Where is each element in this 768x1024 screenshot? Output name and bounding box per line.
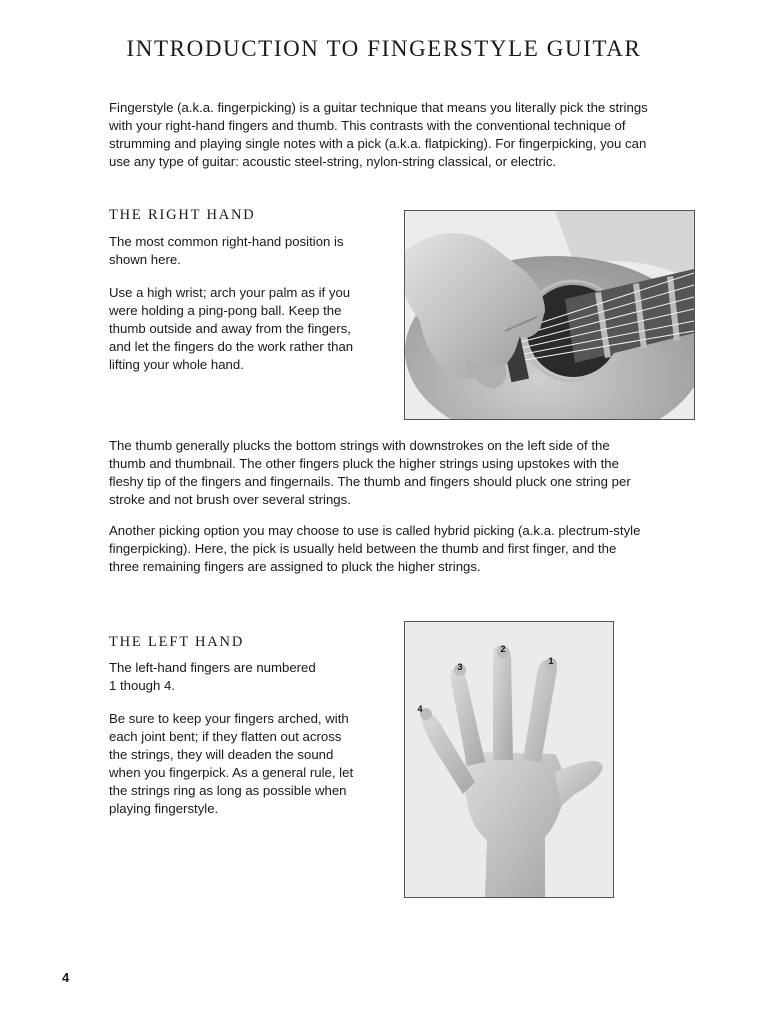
text-line: and let the fingers do the work rather than (109, 339, 354, 354)
text-line: thumb and thumbnail. The other fingers pluck the higher strings using upstokes with the (109, 456, 619, 471)
text-line: shown here. (109, 252, 181, 267)
intro-paragraph (109, 99, 709, 171)
finger-label-1: 1 (548, 656, 554, 666)
page-title: INTRODUCTION TO FINGERSTYLE GUITAR (126, 36, 642, 61)
text-line: The most common right-hand position is (109, 234, 344, 249)
text-line: stroke and not brush over several strings. (109, 492, 351, 507)
intro-line: use any type of guitar: acoustic steel-string, nylon-string classical, or electric. (109, 154, 557, 169)
text-line: the strings, they will deaden the sound (109, 747, 334, 762)
intro-line: with your right-hand fingers and thumb. This contrasts with the conventional technique of (109, 118, 626, 133)
hand-illustration (405, 622, 613, 897)
text-line: fleshy tip of the fingers and fingernails. The thumb and fingers should pluck one string per (109, 474, 631, 489)
intro-line: strumming and playing single notes with a pick (a.k.a. flatpicking). For fingerpicking, you can (109, 136, 647, 151)
text-line: The thumb generally plucks the bottom strings with downstrokes on the left side of the (109, 438, 610, 453)
right-hand-photo (404, 210, 695, 420)
page-number: 4 (62, 970, 70, 985)
finger-label-3: 3 (457, 662, 463, 672)
right-hand-para-1 (109, 233, 344, 269)
text-line: three remaining fingers are assigned to pluck the higher strings. (109, 559, 481, 574)
text-line: were holding a ping-pong ball. Keep the (109, 303, 342, 318)
left-hand-para-2 (109, 710, 353, 818)
text-line: each joint bent; if they flatten out across (109, 729, 342, 744)
hybrid-picking-paragraph (109, 522, 640, 576)
left-hand-para-1 (109, 659, 316, 695)
text-line: The left-hand fingers are numbered (109, 660, 316, 675)
intro-line: Fingerstyle (a.k.a. fingerpicking) is a guitar technique that means you literally pick the strings (109, 100, 648, 115)
left-hand-photo (404, 621, 614, 898)
text-line: lifting your whole hand. (109, 357, 244, 372)
text-line: the strings ring as long as possible when (109, 783, 347, 798)
text-line: when you fingerpick. As a general rule, let (109, 765, 354, 780)
finger-label-2: 2 (500, 644, 506, 654)
text-line: Use a high wrist; arch your palm as if you (109, 285, 351, 300)
text-line: 1 though 4. (109, 678, 175, 693)
text-line: fingerpicking). Here, the pick is usually held between the thumb and first finger, and the (109, 541, 617, 556)
text-line: Another picking option you may choose to use is called hybrid picking (a.k.a. plectrum-style (109, 523, 641, 538)
finger-label-4: 4 (417, 704, 423, 714)
right-hand-para-2 (109, 284, 353, 374)
right-hand-illustration (405, 211, 694, 419)
thumb-paragraph (109, 437, 631, 509)
left-hand-heading: THE LEFT HAND (109, 634, 245, 650)
text-line: Be sure to keep your fingers arched, with (109, 711, 349, 726)
text-line: playing fingerstyle. (109, 801, 219, 816)
text-line: thumb outside and away from the fingers, (109, 321, 351, 336)
right-hand-heading: THE RIGHT HAND (109, 207, 256, 223)
